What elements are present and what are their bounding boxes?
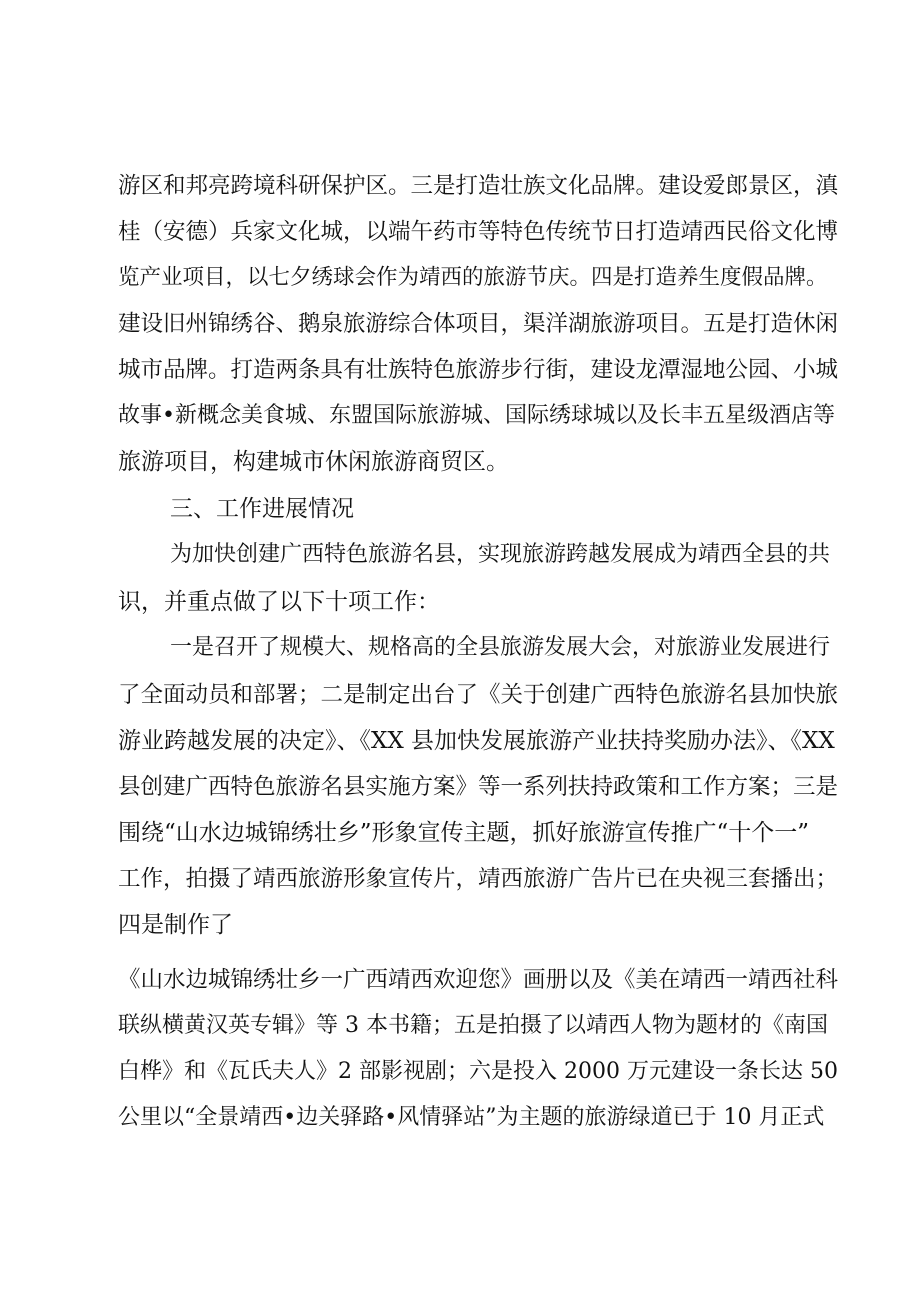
body-text-line: 建设旧州锦绣谷、鹅泉旅游综合体项目，渠洋湖旅游项目。五是打造休闲 <box>118 311 839 337</box>
body-text-line: 览产业项目，以七夕绣球会作为靖西的旅游节庆。四是打造养生度假品牌。 <box>118 265 828 290</box>
body-text-line: 县创建广西特色旅游名县实施方案》等一系列扶持政策和工作方案；三是 <box>118 774 839 800</box>
body-text-line: 了全面动员和部署；二是制定出台了《关于创建广西特色旅游名县加快旅 <box>118 682 839 708</box>
body-text-line: 四是制作了 <box>118 912 233 938</box>
body-text-line: 识，并重点做了以下十项工作： <box>118 589 440 615</box>
body-text-line: 《山水边城锦绣壮乡一广西靖西欢迎您》画册以及《美在靖西一靖西社科 <box>118 967 839 993</box>
body-text-line: 白桦》和《瓦氏夫人》2 部影视剧；六是投入 2000 万元建设一条长达 50 <box>118 1059 838 1084</box>
body-text-line: 围绕“山水边城锦绣壮乡”形象宣传主题，抓好旅游宣传推广“十个一” <box>118 820 810 846</box>
body-text-line: 城市品牌。打造两条具有壮族特色旅游步行街，建设龙潭湿地公园、小城 <box>118 357 839 383</box>
body-text-line: 游业跨越发展的决定》、《XX 县加快发展旅游产业扶持奖励办法》、《XX <box>118 728 835 754</box>
body-text-line: 桂（安德）兵家文化城，以端午药市等特色传统节日打造靖西民俗文化博 <box>118 219 839 245</box>
body-text-line: 旅游项目，构建城市休闲旅游商贸区。 <box>118 449 509 475</box>
paragraph-first-line: 为加快创建广西特色旅游名县，实现旅游跨越发展成为靖西全县的共 <box>170 542 831 567</box>
body-text-line: 故事•新概念美食城、东盟国际旅游城、国际绣球城以及长丰五星级酒店等 <box>118 403 835 428</box>
body-text-line: 游区和邦亮跨境科研保护区。三是打造壮族文化品牌。建设爱郎景区，滇 <box>118 173 839 199</box>
paragraph-first-line: 一是召开了规模大、规格高的全县旅游发展大会，对旅游业发展进行 <box>170 635 831 660</box>
body-text-line: 联纵横黄汉英专辑》等 3 本书籍；五是拍摄了以靖西人物为题材的《南国 <box>118 1013 828 1038</box>
section-heading: 三、工作进展情况 <box>170 496 354 522</box>
body-text-line: 工作，拍摄了靖西旅游形象宣传片，靖西旅游广告片已在央视三套播出； <box>118 866 839 892</box>
body-text-line: 公里以“全景靖西•边关驿路•风情驿站”为主题的旅游绿道已于 10 月正式 <box>118 1105 825 1130</box>
